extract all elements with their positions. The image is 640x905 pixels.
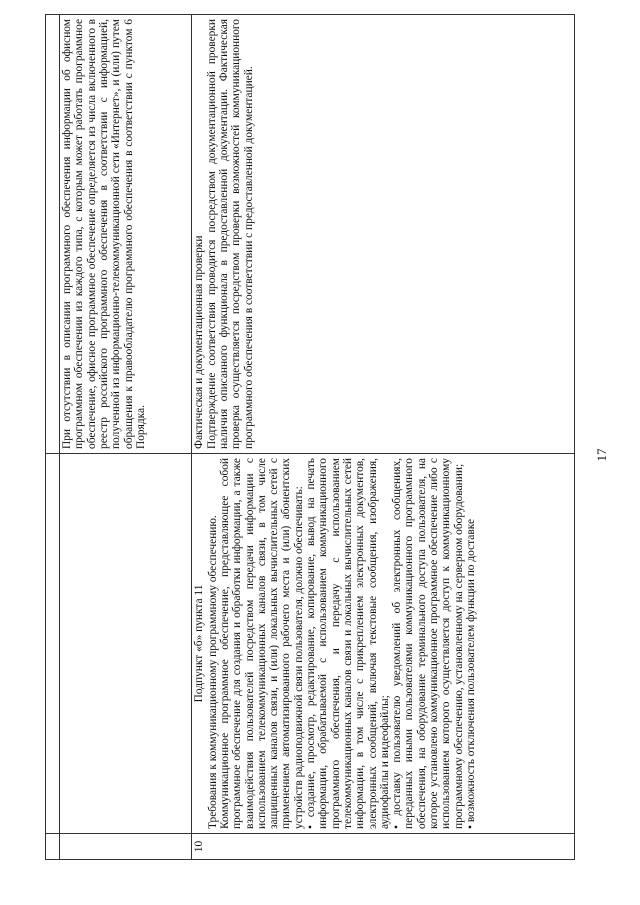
table-row-10 [192, 15, 575, 860]
page-number: 17 [594, 448, 609, 462]
req-bullet-3: • возможность отключения пользователем функции по доставке [464, 518, 477, 829]
cell-prev-number [46, 834, 60, 860]
requirements-table [45, 14, 575, 860]
req-bullet-2: • доставку пользователю уведомлений об электронных сообщениях, переданных иными пользователями коммуникационного программного обеспечения, на оборудование терминального доступа пользователя, на которое установлено коммуникационное программное обеспечение либо с использованием которого осуществляется доступ к коммуникационному программному обеспечению, установленному на серверном оборудовании; [391, 458, 465, 829]
check-text: Подтверждение соответствия проводится посредством документационной проверки наличия описанного функционала в предоставленной документации. Фактическая проверка осуществляется посредством проверки возможностей коммуникационного программного обеспечения в соответствии с предоставленной документацией. [205, 19, 255, 449]
cell-prev-text-a [46, 15, 60, 454]
cell-prev-requirement [46, 454, 60, 834]
rotated-table-container [45, 15, 575, 860]
cell-prev-requirement-2 [60, 454, 192, 834]
table-row-previous [60, 15, 192, 860]
cell-check [192, 15, 575, 454]
cell-prev-text [60, 15, 192, 454]
prev-row-text: При отсутствии в описании программного обеспечения информации об офисном программном обеспечении из каждого типа, с которым может работать программное обеспечение, офисное программное обеспечение определяется из числа включенного в реестр российского программного обеспечения в соответствии с информацией, полученной из информационно-телекоммуникационной сети «Интернет», и (или) путем обращения к правообладателю программного обеспечения в соответствии с пунктом 6 Порядка. [61, 19, 147, 449]
req-line-0: Требования к коммуникационному программному обеспечению. [206, 515, 219, 829]
cell-requirement [192, 454, 575, 834]
subheader: Подпункт «б» пункта 11 [193, 584, 206, 703]
row-number: 10 [192, 834, 575, 860]
cell-prev-number-2 [60, 834, 192, 860]
req-line-1: Коммуникационное программное обеспечение, представляющее собой программное обеспечение для создания и обработки информации, а также взаимодействия пользователей посредством передачи информации с использованием телекоммуникационных каналов связи, в том числе защищенных каналов связи, и (или) локальных вычислительных сетей с применением автоматизированного рабочего места и (или) абонентских устройств радиоподвижной связи пользователя, должно обеспечивать: [218, 458, 305, 829]
check-title: Фактическая и документационная проверки [193, 235, 206, 449]
table-row-previous-top [46, 15, 60, 860]
req-bullet-1: • создание, просмотр, редактирование, копирование, вывод на печать информации, обрабатываемой с использованием коммуникационного программного обеспечения, и передачу с использованием телекоммуникационных каналов связи и локальных вычислительных сетей информации, в том числе с прикреплением электронных документов, электронных сообщений, включая текстовые сообщения, изображения, аудиофайлы и видеофайлы; [305, 458, 391, 829]
